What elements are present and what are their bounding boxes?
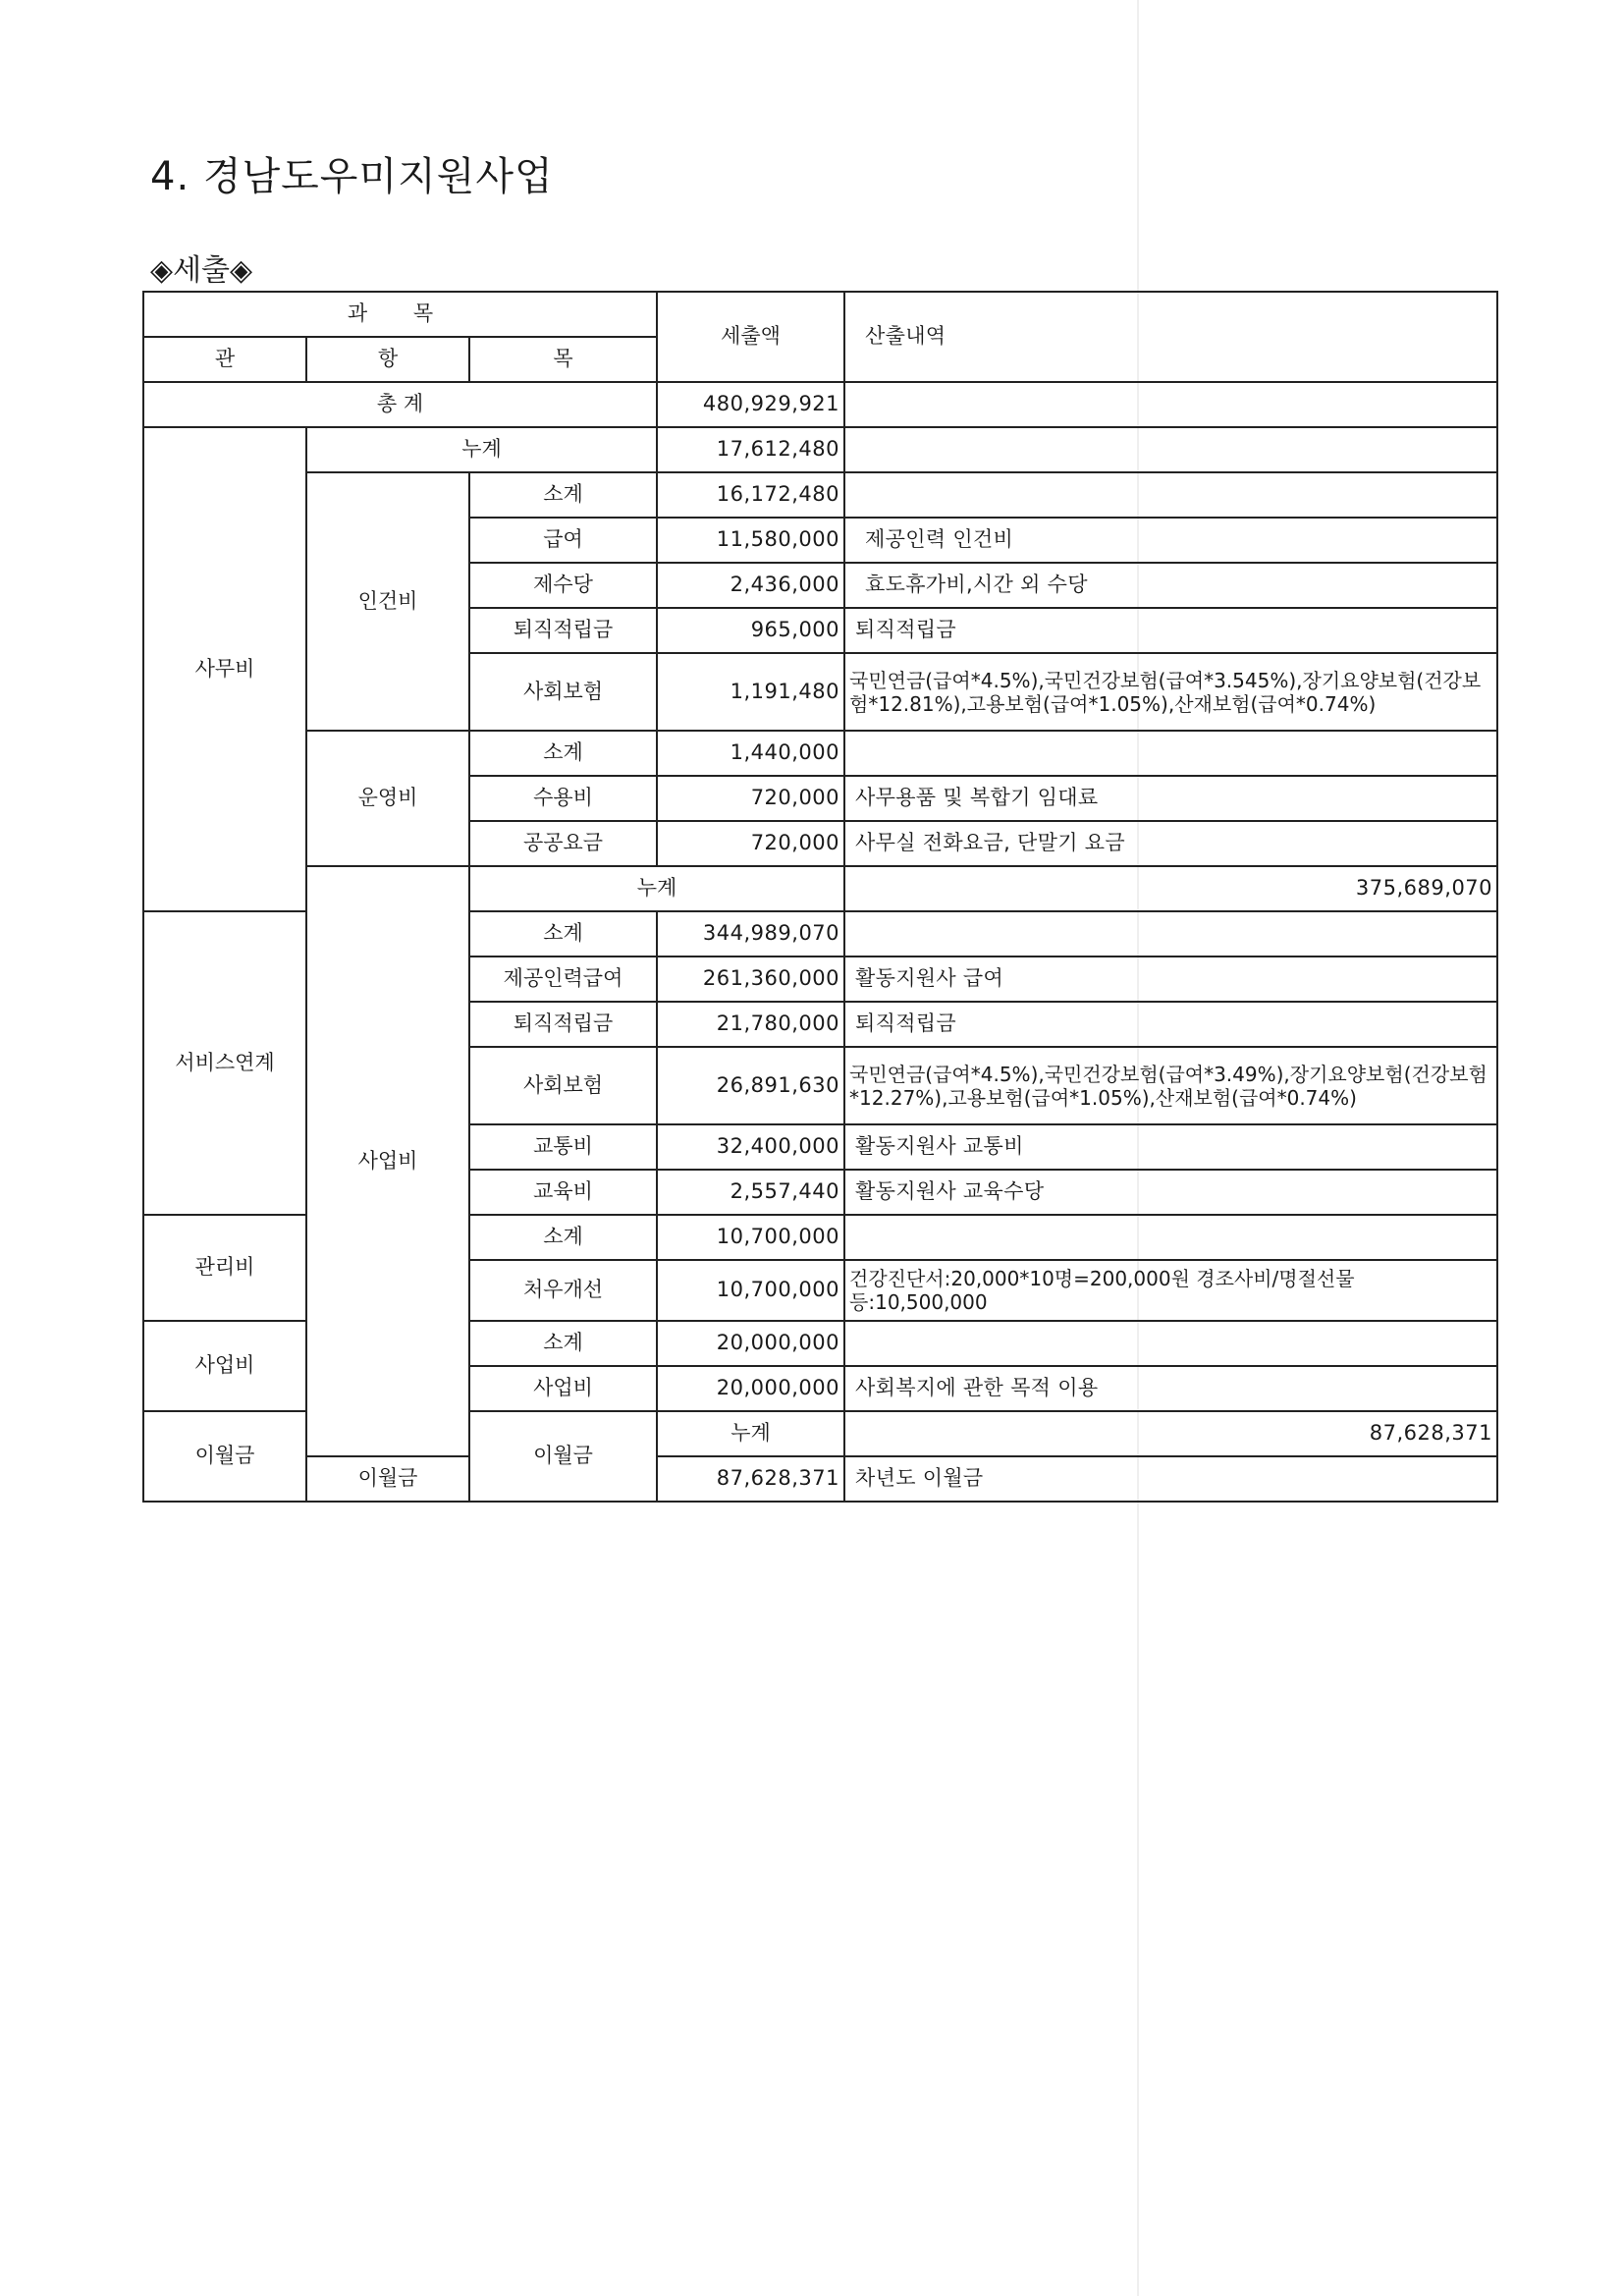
detail-cell: 국민연금(급여*4.5%),국민건강보험(급여*3.545%),장기요양보험(건강보험*12.81%),고용보험(급여*1.05%),산재보험(급여*0.74%) xyxy=(844,653,1497,731)
mok-cell: 제공인력급여 xyxy=(469,957,657,1002)
amount-cell: 20,000,000 xyxy=(657,1366,844,1411)
nugye-amount: 17,612,480 xyxy=(657,427,844,472)
mok-cell: 소계 xyxy=(469,472,657,518)
expenditure-table xyxy=(142,291,1498,1503)
total-amount: 480,929,921 xyxy=(657,382,844,427)
amount-cell: 10,700,000 xyxy=(657,1260,844,1321)
amount-cell: 10,700,000 xyxy=(657,1215,844,1260)
header-row xyxy=(143,292,1497,337)
detail-cell xyxy=(844,911,1497,957)
amount-cell: 344,989,070 xyxy=(657,911,844,957)
detail-cell xyxy=(844,427,1497,472)
detail-cell: 활동지원사 교통비 xyxy=(844,1124,1497,1170)
detail-cell: 효도휴가비,시간 외 수당 xyxy=(844,563,1497,608)
hang-cell: 관리비 xyxy=(143,1215,306,1321)
amount-cell: 26,891,630 xyxy=(657,1047,844,1124)
mok-cell: 처우개선 xyxy=(469,1260,657,1321)
mok-cell: 수용비 xyxy=(469,776,657,821)
table-row xyxy=(143,731,1497,776)
detail-cell: 제공인력 인건비 xyxy=(844,518,1497,563)
mok-cell: 이월금 xyxy=(306,1456,469,1502)
amount-cell: 32,400,000 xyxy=(657,1124,844,1170)
detail-cell: 사무실 전화요금, 단말기 요금 xyxy=(844,821,1497,866)
table-row xyxy=(143,866,1497,911)
gwan-cell: 이월금 xyxy=(143,1411,306,1502)
detail-cell xyxy=(844,1321,1497,1366)
hang-cell: 운영비 xyxy=(306,731,469,866)
detail-cell xyxy=(844,472,1497,518)
detail-cell: 퇴직적립금 xyxy=(844,1002,1497,1047)
amount-cell: 965,000 xyxy=(657,608,844,653)
mok-cell: 퇴직적립금 xyxy=(469,608,657,653)
detail-cell: 퇴직적립금 xyxy=(844,608,1497,653)
amount-cell: 261,360,000 xyxy=(657,957,844,1002)
hang-cell: 이월금 xyxy=(469,1411,657,1502)
nugye-label: 누계 xyxy=(469,866,844,911)
header-detail: 산출내역 xyxy=(844,292,1497,382)
mok-cell: 제수당 xyxy=(469,563,657,608)
mok-cell: 사업비 xyxy=(469,1366,657,1411)
header-amount: 세출액 xyxy=(657,292,844,382)
table-row xyxy=(143,1456,1497,1502)
amount-cell: 87,628,371 xyxy=(844,1411,1497,1456)
amount-cell: 2,557,440 xyxy=(657,1170,844,1215)
detail-cell xyxy=(844,731,1497,776)
amount-cell: 2,436,000 xyxy=(657,563,844,608)
detail-cell: 활동지원사 교육수당 xyxy=(844,1170,1497,1215)
amount-cell: 1,440,000 xyxy=(657,731,844,776)
mok-cell: 교육비 xyxy=(469,1170,657,1215)
gwan-cell: 사업비 xyxy=(306,866,469,1456)
mok-cell: 공공요금 xyxy=(469,821,657,866)
amount-cell: 1,191,480 xyxy=(657,653,844,731)
detail-cell: 건강진단서:20,000*10명=200,000원 경조사비/명절선물 등:10,500,000 xyxy=(844,1260,1497,1321)
mok-cell: 퇴직적립금 xyxy=(469,1002,657,1047)
hang-cell: 인건비 xyxy=(306,472,469,731)
mok-cell: 소계 xyxy=(469,731,657,776)
total-detail xyxy=(844,382,1497,427)
mok-cell: 교통비 xyxy=(469,1124,657,1170)
amount-cell: 720,000 xyxy=(657,821,844,866)
mok-cell: 소계 xyxy=(469,911,657,957)
total-label: 총 계 xyxy=(143,382,657,427)
amount-cell: 21,780,000 xyxy=(657,1002,844,1047)
amount-cell: 87,628,371 xyxy=(657,1456,844,1502)
amount-cell: 720,000 xyxy=(657,776,844,821)
total-row xyxy=(143,382,1497,427)
nugye-amount: 375,689,070 xyxy=(844,866,1497,911)
gwan-cell: 사무비 xyxy=(143,427,306,911)
mok-cell: 누계 xyxy=(657,1411,844,1456)
section-title: ◈세출◈ xyxy=(150,253,253,288)
hang-cell: 서비스연계 xyxy=(143,911,306,1215)
page-title: 4. 경남도우미지원사업 xyxy=(150,154,554,199)
header-mok: 목 xyxy=(469,337,657,382)
hang-cell: 사업비 xyxy=(143,1321,306,1411)
mok-cell: 사회보험 xyxy=(469,1047,657,1124)
header-gwan: 관 xyxy=(143,337,306,382)
amount-cell: 11,580,000 xyxy=(657,518,844,563)
detail-cell xyxy=(844,1215,1497,1260)
table-row xyxy=(143,472,1497,518)
table-row xyxy=(143,427,1497,472)
mok-cell: 급여 xyxy=(469,518,657,563)
amount-cell: 16,172,480 xyxy=(657,472,844,518)
nugye-label: 누계 xyxy=(306,427,657,472)
detail-cell: 활동지원사 급여 xyxy=(844,957,1497,1002)
header-subject: 과 목 xyxy=(143,292,657,337)
detail-cell: 사무용품 및 복합기 임대료 xyxy=(844,776,1497,821)
detail-cell: 국민연금(급여*4.5%),국민건강보험(급여*3.49%),장기요양보험(건강보험*12.27%),고용보험(급여*1.05%),산재보험(급여*0.74%) xyxy=(844,1047,1497,1124)
amount-cell: 20,000,000 xyxy=(657,1321,844,1366)
mok-cell: 소계 xyxy=(469,1321,657,1366)
mok-cell: 사회보험 xyxy=(469,653,657,731)
header-hang: 항 xyxy=(306,337,469,382)
detail-cell: 사회복지에 관한 목적 이용 xyxy=(844,1366,1497,1411)
detail-cell: 차년도 이월금 xyxy=(844,1456,1497,1502)
mok-cell: 소계 xyxy=(469,1215,657,1260)
